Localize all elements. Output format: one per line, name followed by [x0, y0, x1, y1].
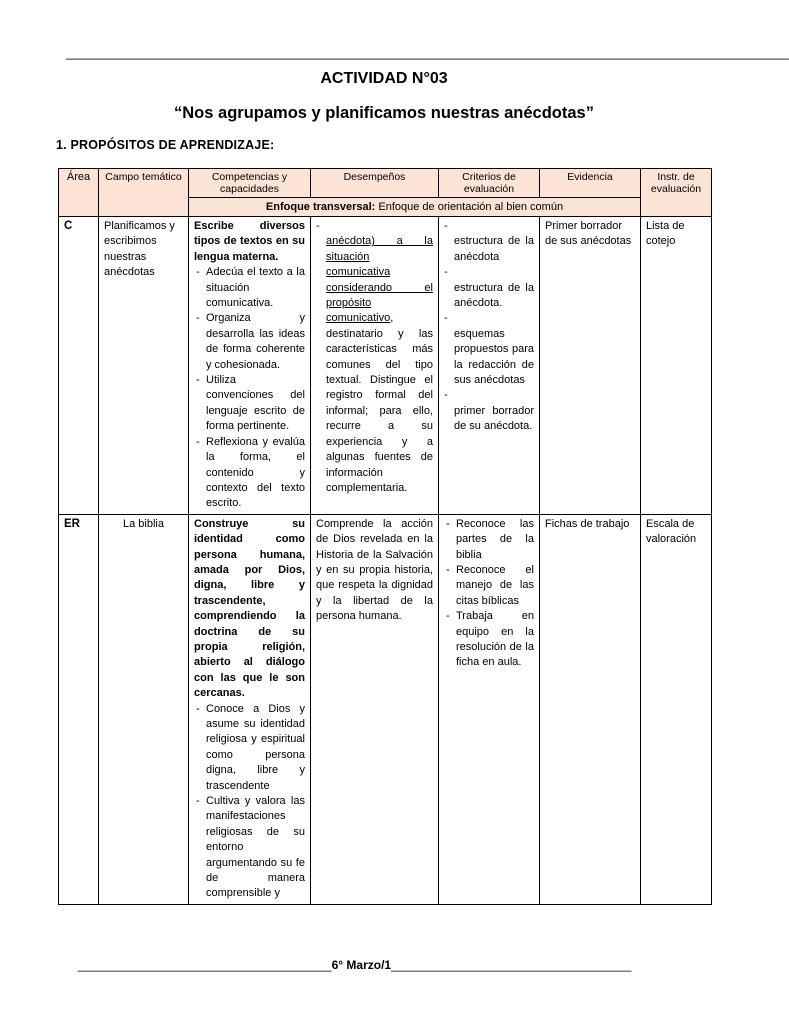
criterio-item: estructura de la anécdota.: [454, 281, 534, 310]
page-title: ACTIVIDAD N°03: [320, 70, 448, 87]
footer-left-rule: ______________________________________: [78, 958, 332, 972]
list-item: - Conoce a Dios y asume su identidad religiosa y espiritual como persona digna, libre y trascendente: [194, 702, 305, 794]
campo-cell: Planificamos y escribimos nuestras anécdotas: [99, 217, 189, 515]
campo-cell: La biblia: [99, 514, 189, 904]
header-instr: Instr. de evaluación: [641, 169, 712, 217]
desempeno-underlined: anécdota) a la situación comunicativa considerando el propósito comunicativo: [326, 235, 433, 325]
purposes-table: [58, 168, 712, 905]
criterio-item: estructura de la anécdota: [454, 235, 534, 263]
footer-right-rule: ____________________________________: [391, 958, 632, 972]
criterios-cell: [439, 514, 540, 904]
enfoque-cell: [189, 198, 641, 217]
capacidades-list: [194, 702, 305, 902]
instr-cell: Escala de valoración: [641, 514, 712, 904]
list-item: - Adecúa el texto a la situación comunicativa.: [194, 265, 305, 311]
competencia-title: Construye su identidad como persona humana, amada por Dios, digna, libre y trascendente, comprendiendo la doctrina de su propia religión, abierto al diálogo con las que le son cercanas.: [194, 517, 305, 700]
header-competencias: Competencias y capacidades: [189, 169, 311, 198]
table-row: [59, 514, 712, 904]
competencias-cell: [189, 514, 311, 904]
area-cell: C: [59, 217, 99, 515]
page-subtitle: “Nos agrupamos y planificamos nuestras anécdotas”: [174, 104, 594, 122]
evidencia-cell: Fichas de trabajo: [540, 514, 641, 904]
desempenos-cell: Comprende la acción de Dios revelada en la Historia de la Salvación y en su propia historia, que respeta la dignidad y la libertad de la persona humana.: [311, 514, 439, 904]
evidencia-cell: Primer borrador de sus anécdotas: [540, 217, 641, 515]
area-cell: ER: [59, 514, 99, 904]
list-item: - Reconoce las partes de la biblia: [444, 517, 534, 563]
desempeno-dash: -: [316, 220, 320, 232]
top-rule: ____________________________________________________________________________________________________: [66, 45, 789, 60]
header-campo: Campo temático: [99, 169, 189, 217]
enfoque-label: Enfoque transversal:: [265, 201, 376, 213]
enfoque-value: Enfoque de orientación al bien común: [375, 201, 564, 213]
capacidades-list: [194, 265, 305, 512]
desempenos-cell: [311, 217, 439, 515]
header-criterios: Criterios de evaluación: [439, 169, 540, 198]
list-item: - Trabaja en equipo en la resolución de la ficha en aula.: [444, 609, 534, 671]
criterio-item: esquemas propuestos para la redacción de sus anécdotas: [454, 327, 534, 387]
competencia-title: Escribe diversos tipos de textos en su lengua materna.: [194, 220, 305, 263]
table-row: [59, 217, 712, 515]
list-item: - Utiliza convenciones del lenguaje escrito de forma pertinente.: [194, 373, 305, 435]
header-desempenos: Desempeños: [311, 169, 439, 198]
table-header-row: [59, 169, 712, 198]
competencias-cell: [189, 217, 311, 515]
list-item: - Reconoce el manejo de las citas bíblicas: [444, 563, 534, 609]
criterio-item: primer borrador de su anécdota.: [454, 404, 534, 433]
section-heading: 1. PROPÓSITOS DE APRENDIZAJE:: [56, 138, 275, 152]
list-item: - Cultiva y valora las manifestaciones religiosas de su entorno argumentando su fe de manera comprensible y: [194, 794, 305, 902]
header-evidencia: Evidencia: [540, 169, 641, 198]
list-item: - Reflexiona y evalúa la forma, el contenido y contexto del texto escrito.: [194, 435, 305, 512]
list-item: - Organiza y desarrolla las ideas de forma coherente y cohesionada.: [194, 311, 305, 373]
footer-date: 6° Marzo/1: [331, 958, 392, 972]
header-area: Área: [59, 169, 99, 217]
desempeno-text: [316, 234, 433, 496]
footer: [78, 958, 690, 972]
criterios-list: [444, 517, 534, 671]
desempeno-rest: , destinatario y las características más comunes del tipo textual. Distingue el registro formal del informal; para ello, recurre a su experiencia y a algunas fuentes de información complementaria.: [326, 312, 433, 494]
instr-cell: Lista de cotejo: [641, 217, 712, 515]
criterios-cell: - estructura de la anécdota - estructura de la anécdota. - esquemas propuestos para la redacción de sus anécdotas - primer borrador de su anécdota.: [439, 217, 540, 515]
